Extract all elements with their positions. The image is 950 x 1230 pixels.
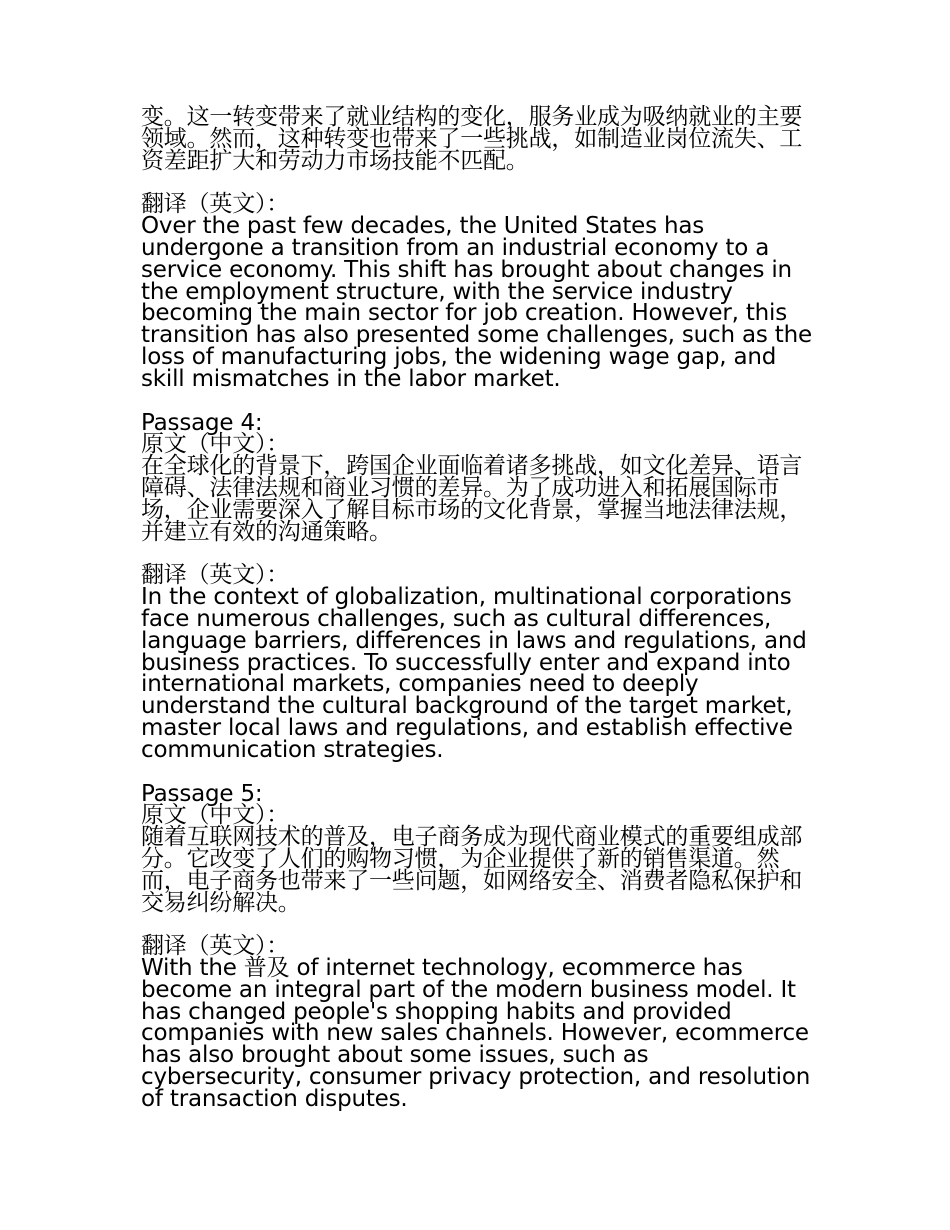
passage-3-translation: Over the past few decades, the United States has undergone a transition from an industrial economy to a service economy. This shift has brought about changes in the employment structure, with the service industry becoming the main sector for job creation. However, this transition has also presented some challenges, such as the loss of manufacturing jobs, the widening wage gap, and skill mismatches in the labor market. — [141, 213, 812, 392]
passage-4-translation: In the context of globalization, multinational corporations face numerous challenges, such as cultural differences, language barriers, differences in laws and regulations, and business practices. To successfully enter and expand into international markets, companies need to deeply understand the cultural background of the target market, master local laws and regulations, and establish effective communication strategies. — [141, 584, 807, 763]
passage-5-original-label: 原文（中文）： — [141, 802, 290, 829]
passage-4-original-label: 原文（中文）： — [141, 431, 290, 458]
passage-5-translation: With the 普及 of internet technology, ecommerce has become an integral part of the modern business model. It has changed people's shopping habits and provided companies with new sales channels. However, ecommerce has also brought about some issues, such as cybersecurity, consumer privacy protection, and resolution of transaction disputes. — [141, 955, 811, 1112]
passage-4-translation-label: 翻译（英文）： — [141, 562, 290, 589]
passage-5-translation-label: 翻译（英文）： — [141, 933, 290, 960]
passage-4-original: 在全球化的背景下，跨国企业面临着诸多挑战，如文化差异、语言障碍、法律法规和商业习惯的差异。为了成功进入和拓展国际市场，企业需要深入了解目标市场的文化背景，掌握当地法律法规，并建立有效的沟通策略。 — [141, 453, 803, 545]
passage-5-original: 随着互联网技术的普及，电子商务成为现代商业模式的重要组成部分。它改变了人们的购物习惯，为企业提供了新的销售渠道。然而，电子商务也带来了一些问题，如网络安全、消费者隐私保护和交易纠纷解决。 — [141, 824, 803, 916]
passage-3-original-tail: 变。这一转变带来了就业结构的变化，服务业成为吸纳就业的主要领域。然而，这种转变也带来了一些挑战，如制造业岗位流失、工资差距扩大和劳动力市场技能不匹配。 — [141, 104, 803, 174]
passage-5-heading: Passage 5: — [141, 780, 263, 807]
passage-3-translation-label: 翻译（英文）： — [141, 191, 290, 218]
document-page — [141, 104, 813, 1112]
passage-4-heading: Passage 4: — [141, 409, 263, 436]
